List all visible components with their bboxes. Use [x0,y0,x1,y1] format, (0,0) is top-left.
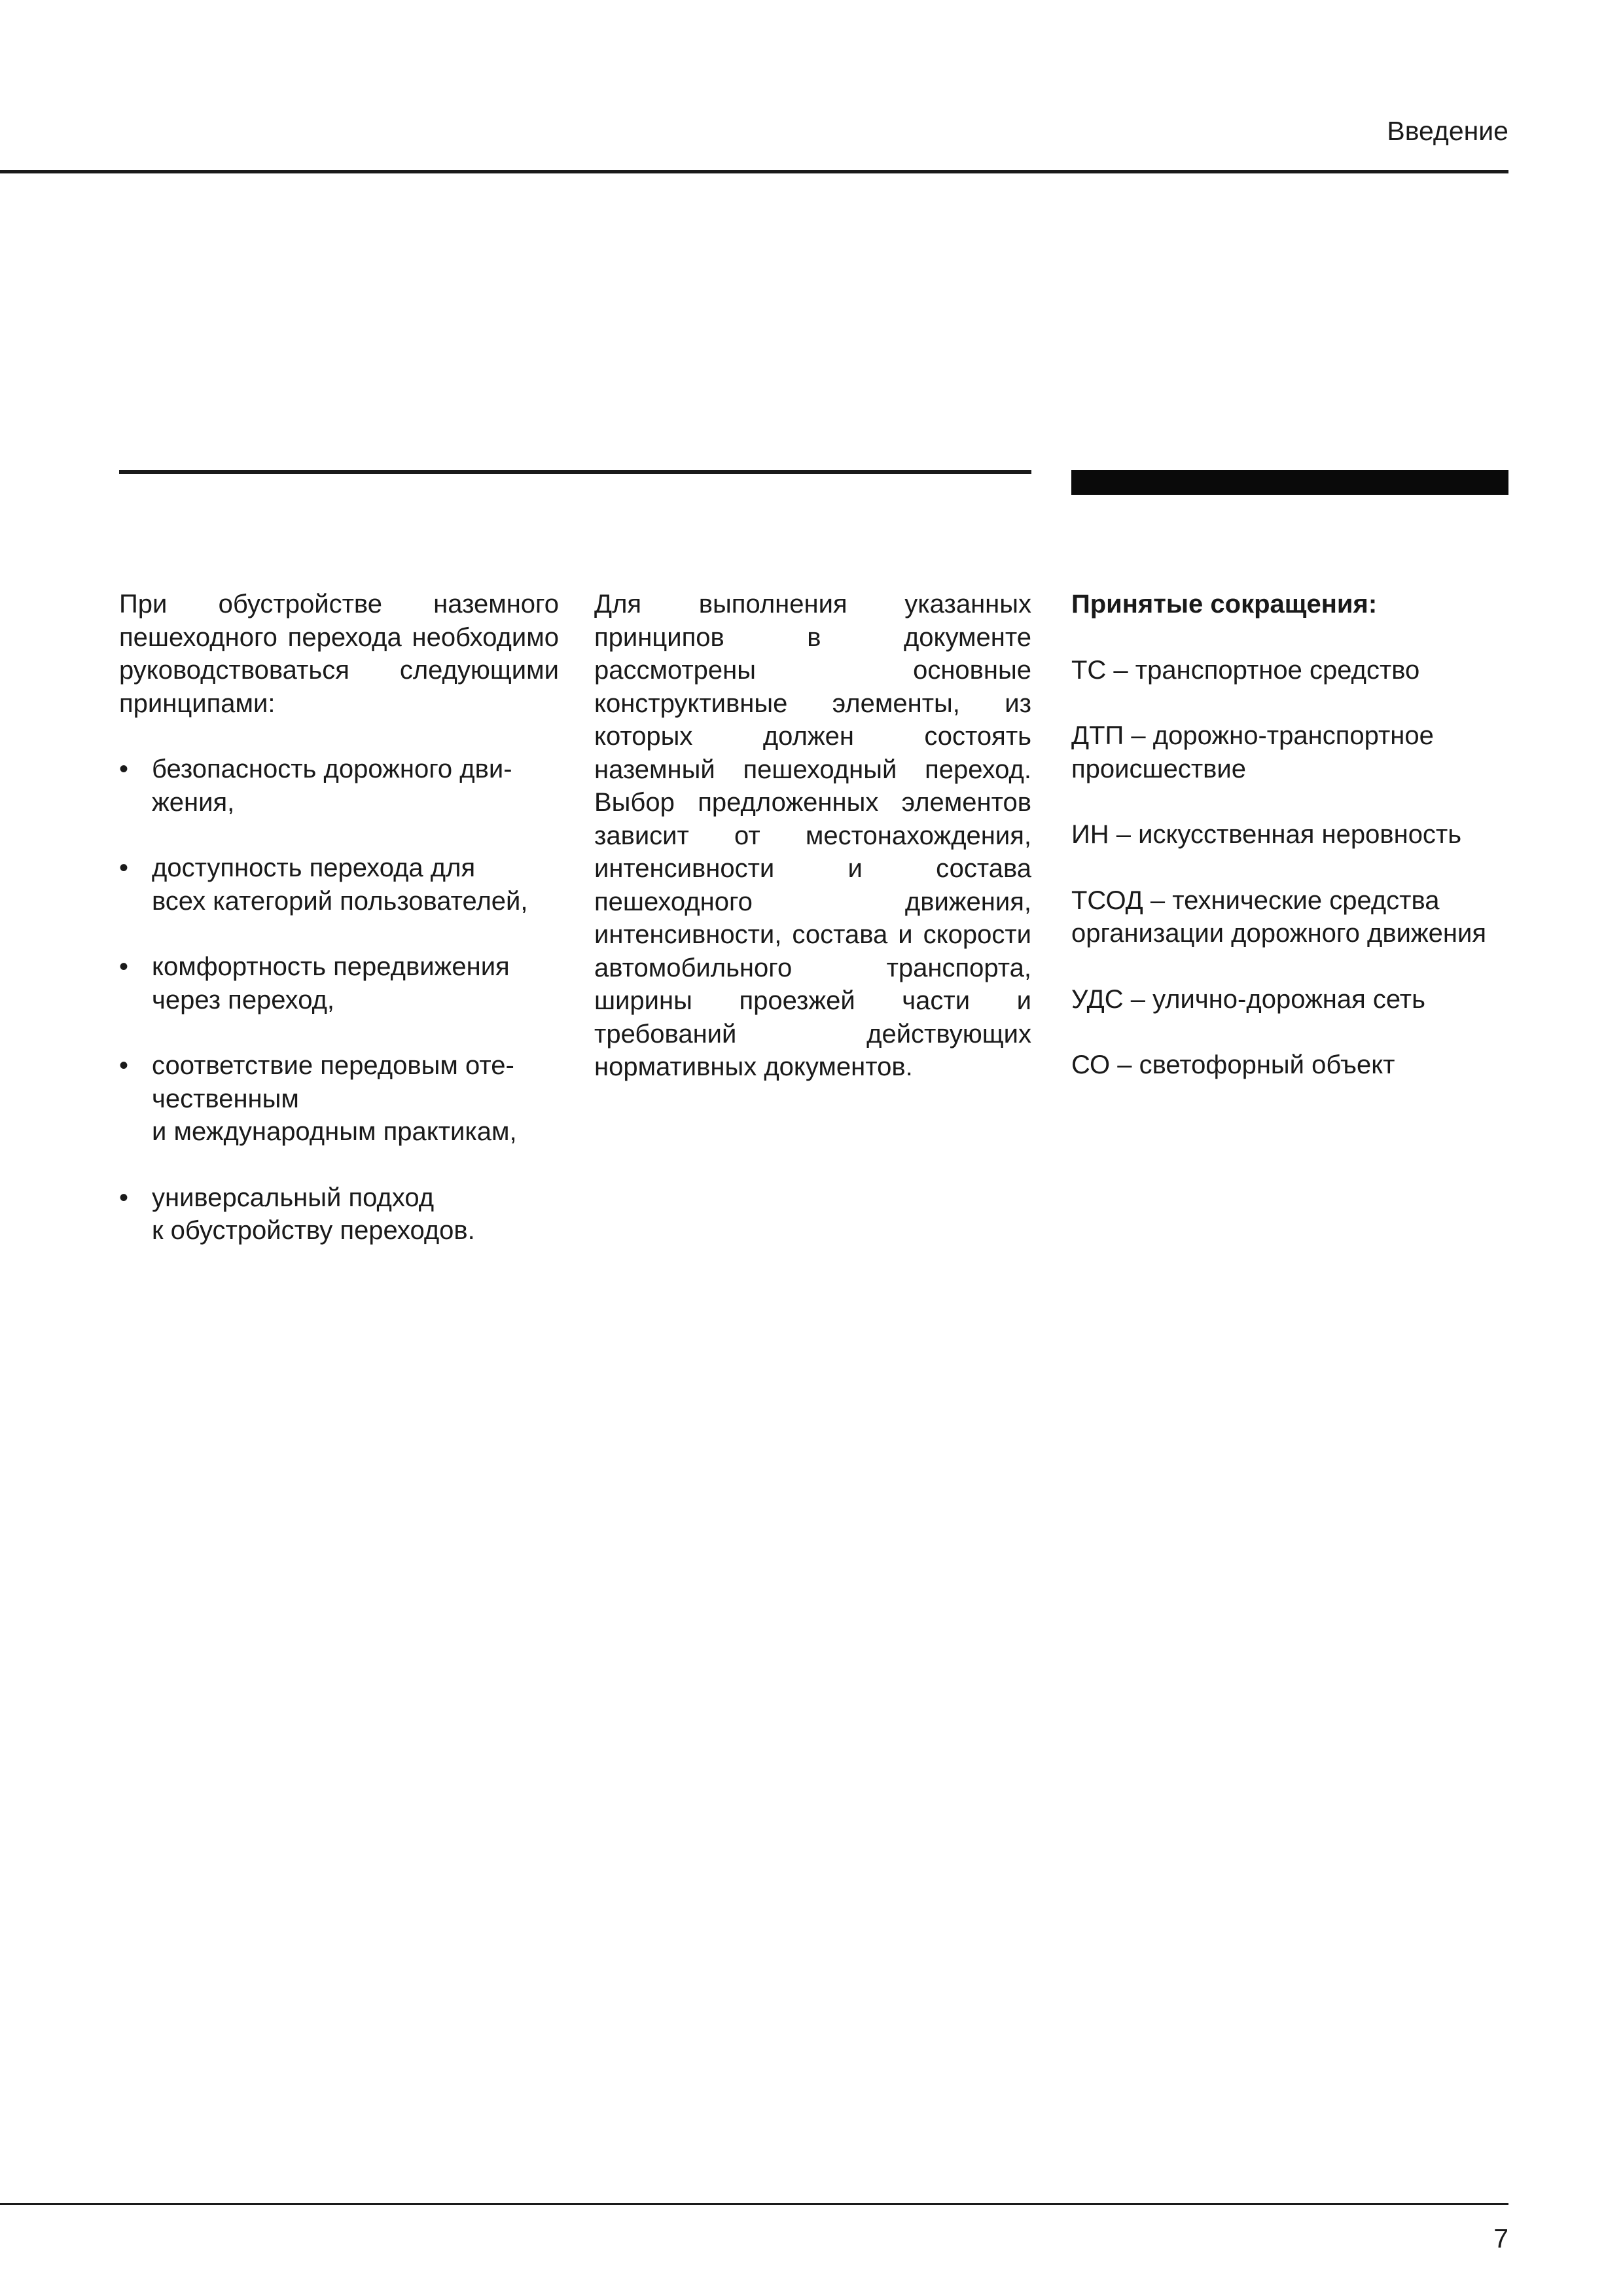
bullet-icon: • [119,952,129,981]
columns-top-rule [119,470,1031,474]
principles-list [119,753,559,1247]
bullet-icon: • [119,1051,129,1080]
abbreviations-column [1071,588,1508,1115]
principle-line: безопасность дорожного дви- [152,755,512,783]
principle-line: и международным практикам, [152,1117,517,1146]
footer-rule [0,2203,1508,2205]
principle-line: соответствие передовым оте- [152,1051,514,1080]
principles-column [119,588,559,1280]
principle-line: комфортность передвижения [152,952,510,981]
running-header-title: Введение [1387,116,1508,146]
elements-paragraph: Для выполнения указанных принципов в документе рассмотрены основные конструктивные элементы, из которых должен состоять наземный пешеходный переход. Выбор предложенных элементов зависит от местонахождения, интенсивности и состава пешеходного движения, интенсивности, состава и скорости автомобильного транспорта, ширины проезжей части и требований действующих нормативных документов. [594,590,1031,1081]
abbreviation-item: УДС – улично-дорожная сеть [1071,984,1425,1014]
principle-line: жения, [152,787,235,817]
abbreviation-item: ДТП – дорожно-транспортное происшествие [1071,721,1434,783]
principle-line: к обустройству переходов. [152,1216,475,1245]
abbreviations-top-bar [1071,470,1508,495]
bullet-icon: • [119,1183,129,1212]
principle-item [119,950,559,1016]
principle-item [119,1049,559,1149]
bullet-icon: • [119,755,129,783]
bullet-icon: • [119,853,129,882]
elements-column [594,588,1031,1084]
abbreviations-title: Принятые сокращения: [1071,590,1378,619]
principle-line: через переход, [152,985,335,1014]
abbreviation-item: ТСОД – технические средства организации дорожного движения [1071,886,1487,948]
principle-line: чественным [152,1084,299,1113]
principle-line: доступность перехода для [152,853,476,882]
principle-item [119,753,559,819]
abbreviation-item: ТС – транспортное средство [1071,655,1420,685]
page-number: 7 [1493,2223,1508,2253]
principle-line: универсальный подход [152,1183,435,1212]
principle-item [119,852,559,918]
principle-item [119,1181,559,1247]
header-rule [0,170,1508,173]
principles-intro-paragraph: При обустройстве наземного пешеходного перехода необходимо руководствоваться следующими принципами: [119,590,559,718]
abbreviation-item: СО – светофорный объект [1071,1050,1395,1079]
abbreviation-item: ИН – искусственная неровность [1071,820,1462,849]
principle-line: всех категорий пользователей, [152,886,528,916]
